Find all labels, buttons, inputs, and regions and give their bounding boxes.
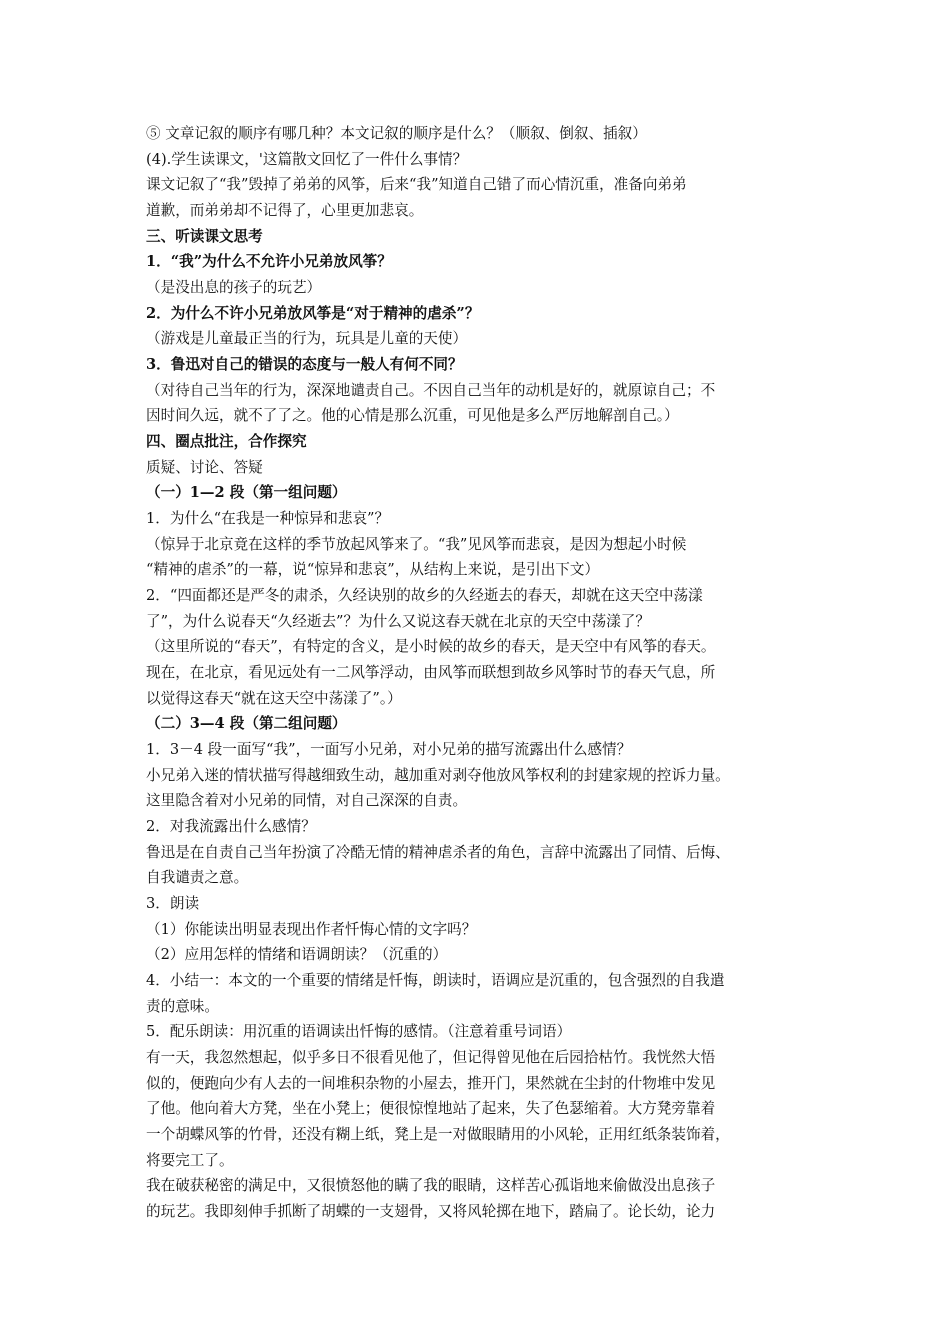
- text-line: （惊异于北京竟在这样的季节放起风筝来了。“我”见风筝而悲哀，是因为想起小时候: [146, 536, 687, 553]
- text-line: 的玩艺。我即刻伸手抓断了胡蝶的一支翅骨，又将风轮掷在地下，踏扁了。论长幼，论力: [146, 1203, 716, 1220]
- text-line: 自我谴责之意。: [146, 869, 249, 886]
- text-line: 1．3－4 段一面写“我”，一面写小兄弟，对小兄弟的描写流露出什么感情？: [146, 741, 632, 758]
- text-line: 这里隐含着对小兄弟的同情，对自己深深的自责。: [146, 792, 468, 809]
- text-line: 课文记叙了“我”毁掉了弟弟的风筝，后来“我”知道自己错了而心情沉重，准备向弟弟: [146, 176, 687, 193]
- text-line: 道歉，而弟弟却不记得了，心里更加悲哀。: [146, 202, 424, 219]
- text-line: “精神的虐杀”的一幕，说“惊异和悲哀”，从结构上来说，是引出下文）: [146, 561, 600, 578]
- section-heading: 三、听读课文思考: [146, 228, 263, 245]
- text-line: （1）你能读出明显表现出作者忏悔心情的文字吗？: [146, 921, 477, 938]
- text-line: 了”，为什么说春天“久经逝去”？为什么又说这春天就在北京的天空中荡漾了？: [146, 613, 650, 630]
- text-line: 现在，在北京，看见远处有一二风筝浮动，由风筝而联想到故乡风筝时节的春天气息，所: [146, 664, 716, 681]
- text-line: 我在破获秘密的满足中，又很愤怒他的瞒了我的眼睛，这样苦心孤诣地来偷做没出息孩子: [146, 1177, 716, 1194]
- question-heading: 1．“我”为什么不允许小兄弟放风筝？: [146, 253, 392, 270]
- question-heading: 3．鲁迅对自己的错误的态度与一般人有何不同？: [146, 356, 463, 373]
- group-heading: （一）1—2 段（第一组问题）: [146, 484, 347, 501]
- text-line: 有一天，我忽然想起，似乎多日不很看见他了，但记得曾见他在后园拾枯竹。我恍然大悟: [146, 1049, 716, 1066]
- text-line: （这里所说的“春天”，有特定的含义，是小时候的故乡的春天，是天空中有风筝的春天。: [146, 638, 716, 655]
- text-line: 小兄弟入迷的情状描写得越细致生动，越加重对剥夺他放风筝权利的封建家规的控诉力量。: [146, 767, 730, 784]
- text-line: （游戏是儿童最正当的行为，玩具是儿童的天使）: [146, 330, 468, 347]
- text-line: （是没出息的孩子的玩艺）: [146, 279, 322, 296]
- text-line: 5．配乐朗读：用沉重的语调读出忏悔的感情。（注意着重号词语）: [146, 1023, 572, 1040]
- text-line: 鲁迅是在自责自己当年扮演了冷酷无情的精神虐杀者的角色，言辞中流露出了同情、后悔、: [146, 844, 730, 861]
- text-line: 似的，便跑向少有人去的一间堆积杂物的小屋去，推开门，果然就在尘封的什物堆中发见: [146, 1075, 716, 1092]
- text-line: 一个胡蝶风筝的竹骨，还没有糊上纸，凳上是一对做眼睛用的小风轮，正用红纸条装饰着，: [146, 1126, 730, 1143]
- group-heading: （二）3—4 段（第二组问题）: [146, 715, 347, 732]
- section-heading: 四、圈点批注，合作探究: [146, 433, 307, 450]
- text-line: (4).学生读课文，'这篇散文回忆了一件什么事情？: [146, 151, 468, 168]
- text-line: 4．小结一：本文的一个重要的情绪是忏悔，朗读时，语调应是沉重的，包含强烈的自我遣: [146, 972, 725, 989]
- text-line: （2）应用怎样的情绪和语调朗读？（沉重的）: [146, 946, 448, 963]
- text-line: 了他。他向着大方凳，坐在小凳上；便很惊惶地站了起来，失了色瑟缩着。大方凳旁靠着: [146, 1100, 716, 1117]
- text-line: 将要完工了。: [146, 1152, 234, 1169]
- text-line: 1．为什么“在我是一种惊异和悲哀”？: [146, 510, 390, 527]
- text-line: 以觉得这春天“就在这天空中荡漾了”。）: [146, 690, 402, 707]
- text-line: 责的意味。: [146, 998, 219, 1015]
- text-line: （对待自己当年的行为，深深地谴责自己。不因自己当年的动机是好的，就原谅自己；不: [146, 382, 716, 399]
- text-line: 质疑、讨论、答疑: [146, 459, 263, 476]
- text-line: 2．对我流露出什么感情？: [146, 818, 316, 835]
- text-line: ⑤ 文章记叙的顺序有哪几种？本文记叙的顺序是什么？（顺叙、倒叙、插叙）: [146, 125, 647, 142]
- text-line: 2．“四面都还是严冬的肃杀，久经诀别的故乡的久经逝去的春天，却就在这天空中荡漾: [146, 587, 703, 604]
- question-heading: 2．为什么不许小兄弟放风筝是“对于精神的虐杀”？: [146, 305, 480, 322]
- text-line: 3．朗读: [146, 895, 200, 912]
- text-line: 因时间久远，就不了了之。他的心情是那么沉重，可见他是多么严厉地解剖自己。）: [146, 407, 679, 424]
